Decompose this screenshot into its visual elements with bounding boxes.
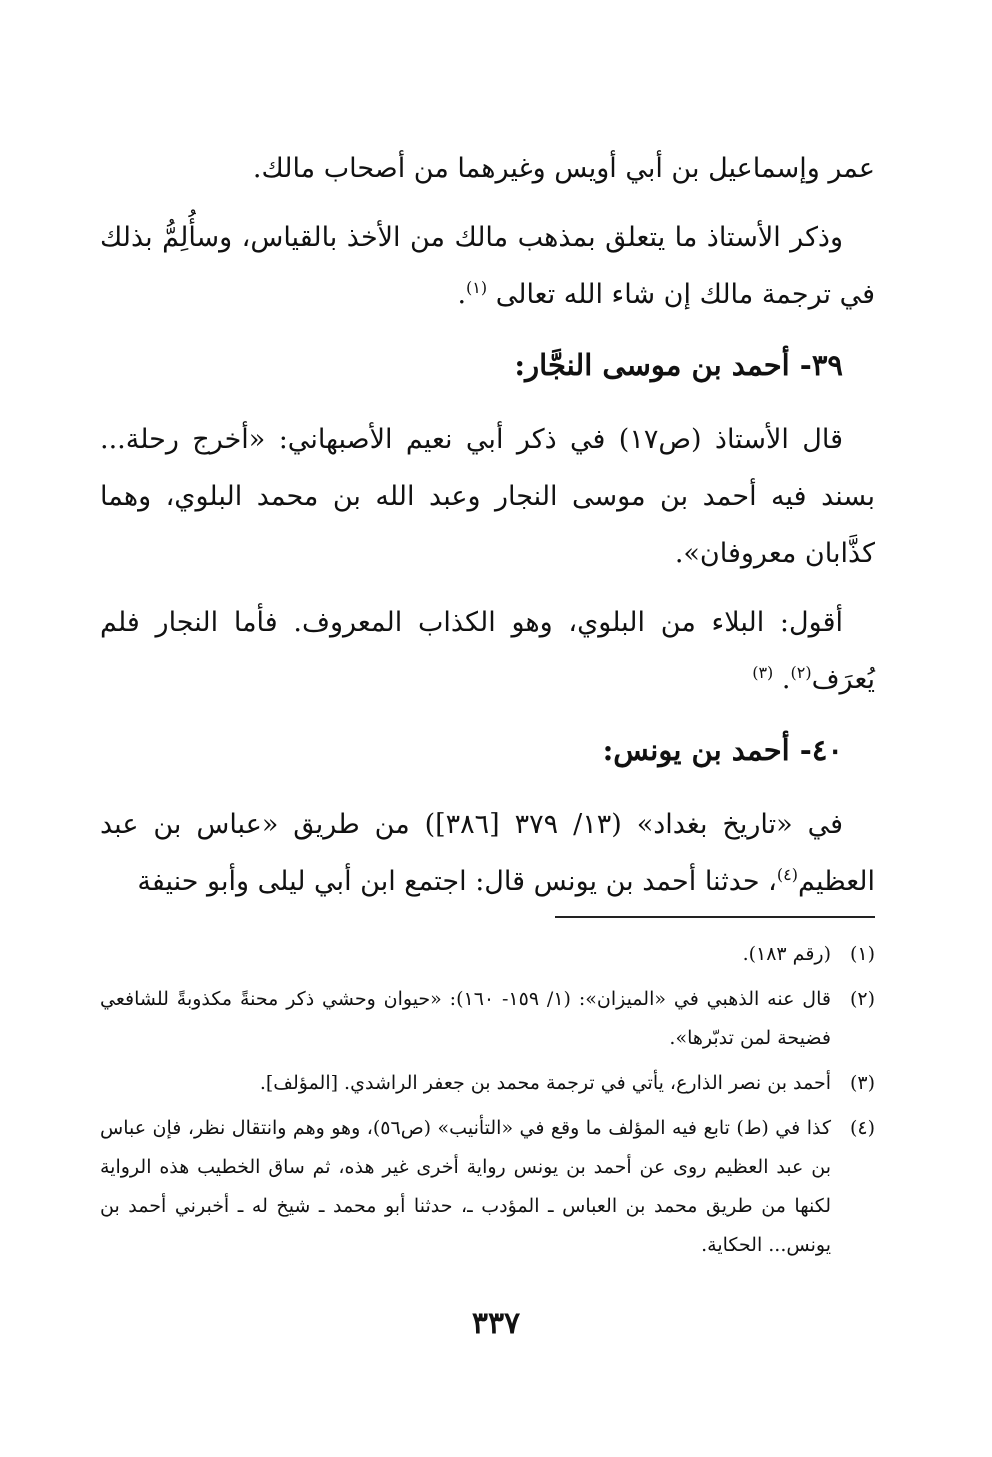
footnote-ref-2[interactable]: (٢) bbox=[790, 663, 812, 682]
paragraph-malik bbox=[100, 209, 875, 323]
paragraph-aqulu bbox=[100, 594, 875, 708]
paragraph-continuation: عمر وإسماعيل بن أبي أويس وغيرهما من أصحاب مالك. bbox=[252, 153, 875, 184]
footnote-2 bbox=[100, 980, 875, 1058]
paragraph-tarikh-baghdad bbox=[100, 796, 875, 910]
footnote-ref-1[interactable]: (١) bbox=[466, 278, 488, 297]
entry-heading-39: ٣٩- أحمد بن موسى النجَّار: bbox=[514, 348, 843, 382]
footnote-number: (١) bbox=[849, 943, 875, 965]
footnote-1 bbox=[100, 935, 875, 974]
paragraph-ustadh-quote: قال الأستاذ (ص١٧) في ذكر أبي نعيم الأصبهاني: «أخرج رحلة... بسند فيه أحمد بن موسى النجار وعبد الله بن محمد البلوي، وهما كذَّابان معروفان». bbox=[100, 424, 875, 569]
footnote-3 bbox=[100, 1064, 875, 1103]
footnote-text: أحمد بن نصر الذارع، يأتي في ترجمة محمد بن جعفر الراشدي. [المؤلف]. bbox=[259, 1072, 831, 1094]
main-text bbox=[100, 140, 875, 922]
footnote-number: (٤) bbox=[849, 1117, 875, 1139]
paragraph-end: . bbox=[457, 279, 467, 310]
footnote-ref-3[interactable]: (٣) bbox=[752, 663, 774, 682]
footnote-number: (٣) bbox=[849, 1072, 875, 1094]
footnote-text: (رقم ١٨٣). bbox=[742, 943, 831, 965]
paragraph-text: أقول: البلاء من البلوي، وهو الكذاب المعروف. فأما النجار فلم يُعرَف bbox=[100, 607, 875, 695]
footnote-text: كذا في (ط) تابع فيه المؤلف ما وقع في «التأنيب» (ص٥٦)، وهو وهم وانتقال نظر، فإن عباس بن عبد العظيم روى عن أحمد بن يونس رواية أخرى غير هذه، ثم ساق الخطيب هذه الرواية لكنها من طريق محمد بن العباس ـ المؤدب ـ، حدثنا أبو محمد ـ شيخ له ـ أخبرني أحمد بن يونس... الحكاية. bbox=[100, 1117, 831, 1256]
page-number: ٣٣٧ bbox=[471, 1306, 521, 1341]
footnotes bbox=[100, 935, 875, 1271]
footnote-4 bbox=[100, 1109, 875, 1265]
entry-heading-40: ٤٠- أحمد بن يونس: bbox=[602, 733, 843, 767]
footnote-text: قال عنه الذهبي في «الميزان»: (١/ ١٥٩- ١٦٠): «حيوان وحشي ذكر محنةً مكذوبةً للشافعي فضيحة لمن تدبّرها». bbox=[100, 988, 831, 1049]
paragraph-end: . bbox=[781, 664, 791, 695]
footnote-divider bbox=[555, 916, 875, 918]
paragraph-end: ، حدثنا أحمد بن يونس قال: اجتمع ابن أبي ليلى وأبو حنيفة bbox=[137, 866, 777, 897]
footnote-number: (٢) bbox=[849, 988, 875, 1010]
paragraph-text: في «تاريخ بغداد» (١٣/ ٣٧٩ [٣٨٦]) من طريق «عباس بن عبد العظيم bbox=[100, 809, 875, 897]
paragraph-text: وذكر الأستاذ ما يتعلق بمذهب مالك من الأخذ بالقياس، وسأُلِمُّ بذلك في ترجمة مالك إن شاء الله تعالى bbox=[100, 222, 875, 310]
footnote-ref-4[interactable]: (٤) bbox=[776, 865, 798, 884]
